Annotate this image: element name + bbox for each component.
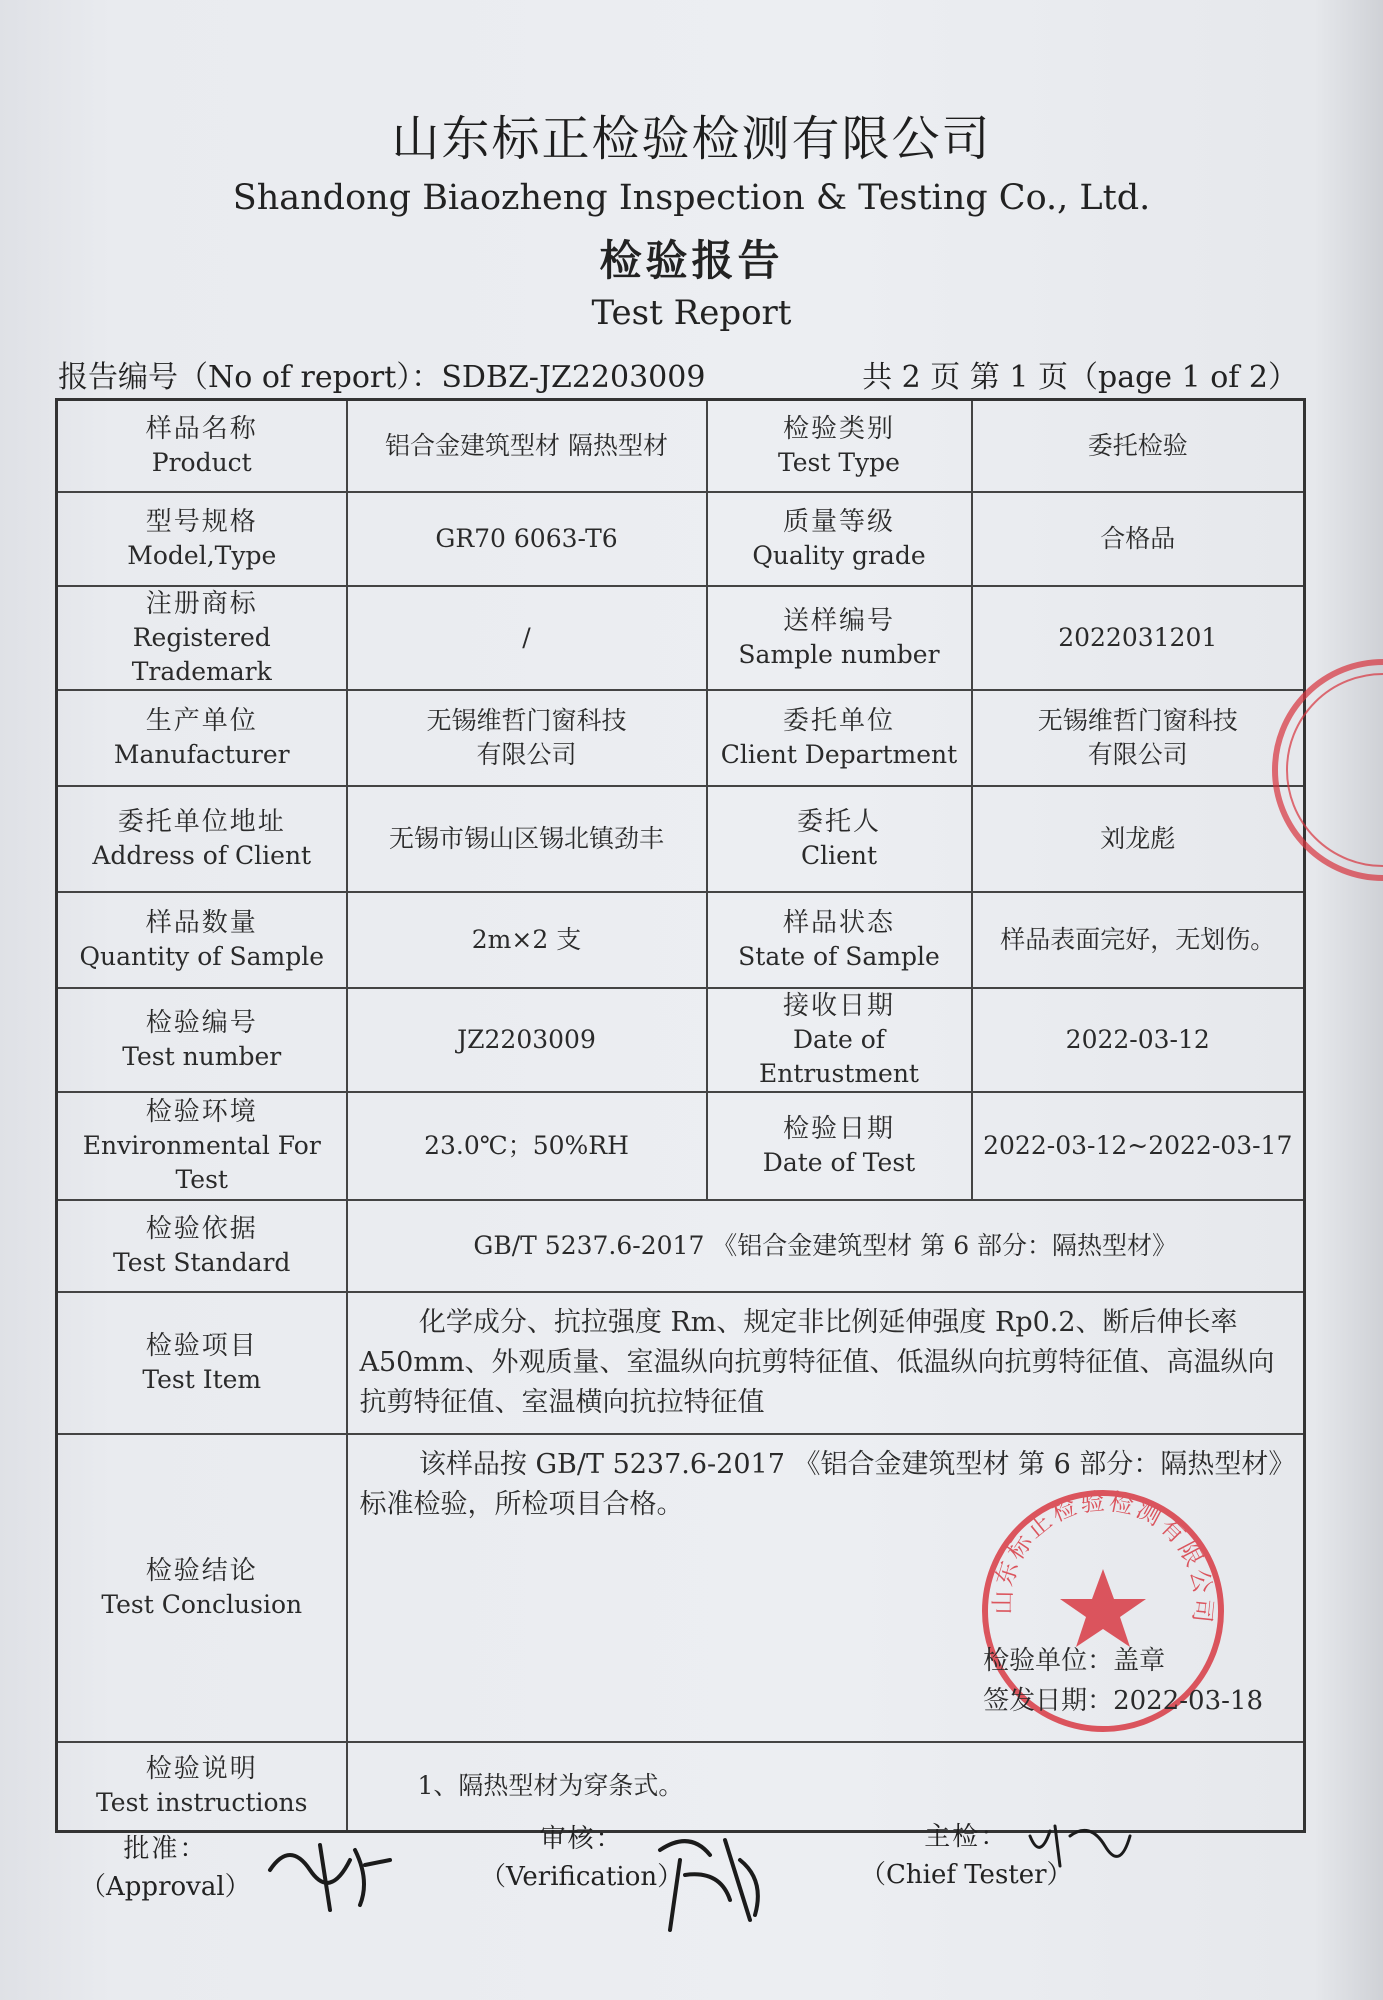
page-info: 共 2 页 第 1 页（page 1 of 2） — [862, 360, 1298, 395]
items-value: 化学成分、抗拉强度 Rm、规定非比例延伸强度 Rp0.2、断后伸长率 A50mm、外观质量、室温纵向抗剪特征值、低温纵向抗剪特征值、高温纵向抗剪特征值、室温横向抗拉特征值 — [347, 1292, 1305, 1434]
model-label: 型号规格 Model,Type — [57, 492, 347, 586]
report-number-value: SDBZ-JZ2203009 — [441, 360, 706, 395]
report-table — [55, 398, 1306, 1833]
approval-block: 批准： （Approval） — [80, 1834, 251, 1902]
client-dept-label: 委托单位 Client Department — [707, 690, 972, 786]
table-row — [57, 690, 1305, 786]
items-label: 检验项目 Test Item — [57, 1292, 347, 1434]
report-title-cn: 检验报告 — [599, 236, 784, 285]
product-label: 样品名称 Product — [57, 400, 347, 492]
table-row — [57, 400, 1305, 492]
company-name-en: Shandong Biaozheng Inspection & Testing Co., Ltd. — [232, 178, 1151, 218]
entrust-date-value: 2022-03-12 — [972, 988, 1305, 1092]
manufacturer-label: 生产单位 Manufacturer — [57, 690, 347, 786]
signature-row — [0, 1822, 1383, 1950]
quality-value: 合格品 — [972, 492, 1305, 586]
chief-tester-block: 主检： （Chief Tester） — [860, 1822, 1073, 1890]
environment-label: 检验环境 Environmental For Test — [57, 1092, 347, 1200]
state-label: 样品状态 State of Sample — [707, 892, 972, 988]
quantity-value: 2m×2 支 — [347, 892, 707, 988]
trademark-label: 注册商标 Registered Trademark — [57, 586, 347, 690]
report-number — [58, 352, 705, 396]
unit-stamp-label: 检验单位：盖章 — [983, 1645, 1166, 1676]
instructions-label: 检验说明 Test instructions — [57, 1742, 347, 1832]
entrust-date-label: 接收日期 Date of Entrustment — [707, 988, 972, 1092]
verification-signature — [640, 1820, 780, 1950]
table-row — [57, 586, 1305, 690]
manufacturer-value: 无锡维哲门窗科技 有限公司 — [347, 690, 707, 786]
table-row — [57, 492, 1305, 586]
table-row — [57, 1292, 1305, 1434]
table-row — [57, 1434, 1305, 1742]
product-value: 铝合金建筑型材 隔热型材 — [347, 400, 707, 492]
state-value: 样品表面完好，无划伤。 — [972, 892, 1305, 988]
sample-number-label: 送样编号 Sample number — [707, 586, 972, 690]
test-date-value: 2022-03-12~2022-03-17 — [972, 1092, 1305, 1200]
test-type-value: 委托检验 — [972, 400, 1305, 492]
conclusion-label: 检验结论 Test Conclusion — [57, 1434, 347, 1742]
address-label: 委托单位地址 Address of Client — [57, 786, 347, 892]
quantity-label: 样品数量 Quantity of Sample — [57, 892, 347, 988]
trademark-value: / — [347, 586, 707, 690]
test-date-label: 检验日期 Date of Test — [707, 1092, 972, 1200]
table-row — [57, 1200, 1305, 1292]
issue-block — [983, 1641, 1263, 1721]
model-value: GR70 6063-T6 — [347, 492, 707, 586]
table-row — [57, 892, 1305, 988]
conclusion-text: 该样品按 GB/T 5237.6-2017 《铝合金建筑型材 第 6 部分：隔热型材》标准检验，所检项目合格。 — [359, 1448, 1282, 1520]
environment-value: 23.0℃；50%RH — [347, 1092, 707, 1200]
side-seal — [1263, 650, 1383, 890]
test-number-value: JZ2203009 — [347, 988, 707, 1092]
client-dept-value: 无锡维哲门窗科技 有限公司 — [972, 690, 1305, 786]
report-number-label: 报告编号（No of report）： — [58, 360, 442, 395]
conclusion-cell — [347, 1434, 1305, 1742]
standard-value: GB/T 5237.6-2017 《铝合金建筑型材 第 6 部分：隔热型材》 — [347, 1200, 1305, 1292]
standard-label: 检验依据 Test Standard — [57, 1200, 347, 1292]
verification-block: 审核： （Verification） — [480, 1824, 684, 1892]
table-row — [57, 1092, 1305, 1200]
report-title-en: Test Report — [591, 293, 792, 333]
table-row — [57, 786, 1305, 892]
chief-tester-signature — [1020, 1816, 1140, 1876]
test-number-label: 检验编号 Test number — [57, 988, 347, 1092]
table-row — [57, 988, 1305, 1092]
sample-number-value: 2022031201 — [972, 586, 1305, 690]
company-name-cn: 山东标正检验检测有限公司 — [391, 111, 992, 167]
client-value: 刘龙彪 — [972, 786, 1305, 892]
quality-label: 质量等级 Quality grade — [707, 492, 972, 586]
issue-date: 签发日期：2022-03-18 — [983, 1685, 1263, 1716]
instructions-value: 1、隔热型材为穿条式。 — [347, 1742, 1305, 1832]
approval-signature — [260, 1830, 400, 1920]
test-type-label: 检验类别 Test Type — [707, 400, 972, 492]
client-label: 委托人 Client — [707, 786, 972, 892]
stamp-text: 山东标正检验检测有限公司 — [988, 1486, 1218, 1627]
address-value: 无锡市锡山区锡北镇劲丰 — [347, 786, 707, 892]
